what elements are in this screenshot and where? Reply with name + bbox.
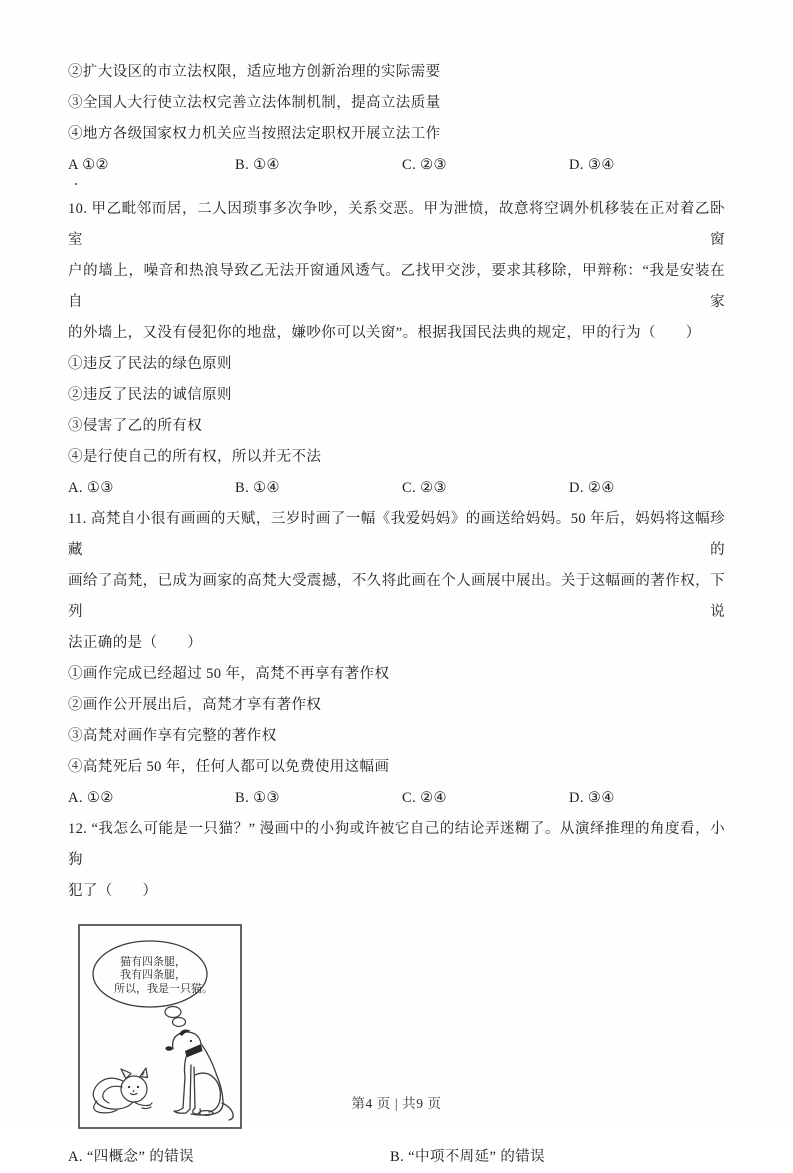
choices-row — [68, 150, 725, 181]
question-item: ④地方各级国家权力机关应当按照法定职权开展立法工作 — [68, 126, 441, 142]
choice-c: C. ②④ — [402, 790, 447, 806]
choice-d: D. ②④ — [569, 480, 615, 496]
question-stem-line: 12. “我怎么可能是一只猫？” 漫画中的小狗或许被它自己的结论弄迷糊了。从演绎推理的角度看，小狗 — [68, 821, 725, 868]
choice-d: D. ③④ — [569, 790, 615, 806]
bubble-text-line: 猫有四条腿， — [120, 956, 186, 968]
question-item: ③侵害了乙的所有权 — [68, 418, 203, 434]
choices-row — [68, 1142, 725, 1173]
question-12-block — [68, 814, 725, 1173]
question-stem-line: 11. 高梵自小很有画画的天赋，三岁时画了一幅《我爱妈妈》的画送给妈妈。50 年后，妈妈将这幅珍藏的 — [68, 511, 725, 558]
page-footer: 第4 页 | 共9 页 — [351, 1096, 442, 1111]
question-item: ④高梵死后 50 年，任何人都可以免费使用这幅画 — [68, 759, 390, 775]
thought-trail-icon — [165, 1007, 181, 1018]
question-item: ①画作完成已经超过 50 年，高梵不再享有著作权 — [68, 666, 390, 682]
question-9-block — [68, 57, 725, 181]
question-item: ③全国人大行使立法权完善立法体制机制，提高立法质量 — [68, 95, 441, 111]
question-item: ②画作公开展出后，高梵才享有著作权 — [68, 697, 322, 713]
question-item: ①违反了民法的绿色原则 — [68, 356, 232, 372]
question-stem-line: 的外墙上，又没有侵犯你的地盘，嫌吵你可以关窗”。根据我国民法典的规定，甲的行为（ ） — [68, 325, 701, 341]
choice-b: B. ①④ — [235, 157, 280, 173]
choices-row — [68, 783, 725, 814]
thought-trail-icon — [173, 1018, 186, 1027]
question-stem-line: 画给了高梵，已成为画家的高梵大受震撼，不久将此画在个人画展中展出。关于这幅画的著作权，下列说 — [68, 573, 725, 620]
question-stem-line: 犯了（ ） — [68, 883, 158, 899]
choice-a: A ①② — [68, 157, 109, 173]
bubble-text-line: 所以，我是一只猫。 — [114, 983, 213, 995]
choice-c: C. ②③ — [402, 480, 447, 496]
exam-content — [68, 57, 725, 1173]
question-10-block — [68, 194, 725, 504]
question-item: ④是行使自己的所有权，所以并无不法 — [68, 449, 322, 465]
choice-a: A. ①③ — [68, 480, 114, 496]
question-stem-line: 法正确的是（ ） — [68, 635, 203, 651]
choice-d: D. ③④ — [569, 157, 615, 173]
choice-b: B. ①④ — [235, 480, 280, 496]
choice-c: C. ②③ — [402, 157, 447, 173]
question-11-block — [68, 504, 725, 814]
choice-b: B. ①③ — [235, 790, 280, 806]
choice-b: B. “中项不周延” 的错误 — [390, 1149, 546, 1165]
question-item: ②违反了民法的诚信原则 — [68, 387, 232, 403]
bubble-text-line: 我有四条腿， — [120, 969, 186, 981]
question-stem-line: 户的墙上，噪音和热浪导致乙无法开窗通风透气。乙找甲交涉，要求其移除，甲辩称：“我是安装在自家 — [68, 263, 725, 310]
choice-a: A. ①② — [68, 790, 114, 806]
choices-row — [68, 473, 725, 504]
question-item: ③高梵对画作享有完整的著作权 — [68, 728, 277, 744]
choice-a: A. “四概念” 的错误 — [68, 1149, 195, 1165]
question-stem-line: 10. 甲乙毗邻而居，二人因琐事多次争吵，关系交恶。甲为泄愤，故意将空调外机移装在正对着乙卧室窗 — [68, 201, 725, 248]
scan-artifact-dot — [75, 183, 77, 185]
question-item: ②扩大设区的市立法权限，适应地方创新治理的实际需要 — [68, 64, 441, 80]
